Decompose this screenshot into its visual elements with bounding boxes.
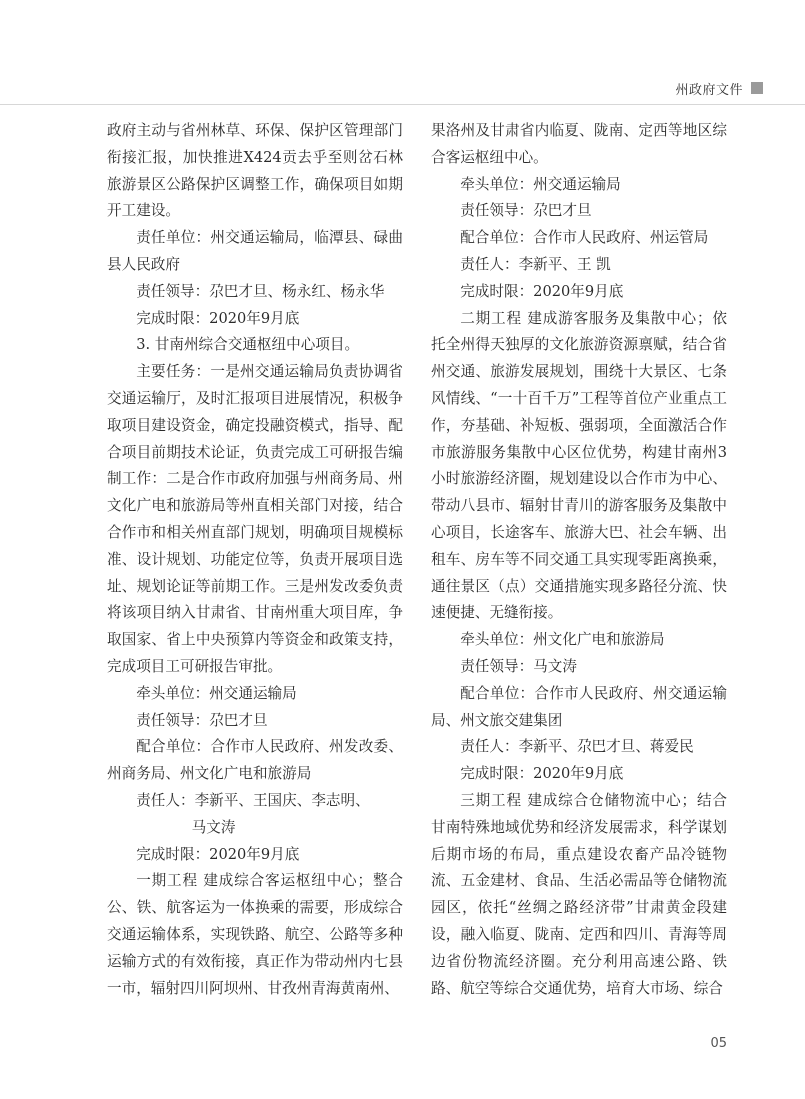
page-number: 05 bbox=[710, 1036, 727, 1051]
header-divider bbox=[0, 104, 805, 105]
paragraph: 完成时限：2020年9月底 bbox=[460, 765, 624, 783]
paragraph: 完成时限：2020年9月底 bbox=[136, 845, 300, 863]
paragraph: 配合单位：合作市人民政府、州发改委、州商务局、州文化广电和旅游局 bbox=[107, 738, 403, 783]
paragraph: 完成时限：2020年9月底 bbox=[460, 282, 624, 300]
running-header bbox=[675, 78, 763, 98]
section-title: 州政府文件 bbox=[675, 82, 743, 98]
paragraph: 果洛州及甘肃省内临夏、陇南、定西等地区综合客运枢纽中心。 bbox=[431, 122, 727, 166]
paragraph: 牵头单位：州交通运输局 bbox=[136, 684, 297, 702]
left-column bbox=[107, 118, 403, 1002]
paragraph: 马文涛 bbox=[191, 818, 236, 836]
paragraph: 配合单位：合作市人民政府、州交通运输局、州文旅交建集团 bbox=[431, 684, 727, 729]
paragraph: 责任领导：尕巴才旦、杨永红、杨永华 bbox=[136, 282, 385, 300]
paragraph: 责任人：李新平、王国庆、李志明、 bbox=[136, 791, 370, 809]
paragraph: 一期工程 建成综合客运枢纽中心；整合公、铁、航客运为一体换乘的需要，形成综合交通运输体系，实现铁路、航空、公路等多种运输方式的有效衔接，真正作为带动州内七县一市，辐射四川阿坝州、甘孜州青海黄南州、 bbox=[107, 872, 403, 997]
paragraph: 责任单位：州交通运输局，临潭县、碌曲县人民政府 bbox=[107, 229, 403, 273]
paragraph: 责任领导：尕巴才旦 bbox=[136, 711, 268, 729]
paragraph: 政府主动与省州林草、环保、保护区管理部门衔接汇报，加快推进X424贡去乎至则岔石林旅游景区公路保护区调整工作，确保项目如期开工建设。 bbox=[107, 122, 403, 220]
paragraph: 三期工程 建成综合仓储物流中心；结合甘南特殊地域优势和经济发展需求，科学谋划后期市场的布局，重点建设农畜产品冷链物流、五金建材、食品、生活必需品等仓储物流园区，依托“丝绸之路经济带”甘肃黄金段建设，融入临夏、陇南、定西和四川、青海等周边省份物流经济圈。充分利用高速公路、铁路、航空等综合交通优势，培育大市场、综合 bbox=[431, 791, 727, 997]
paragraph: 牵头单位：州交通运输局 bbox=[460, 175, 621, 193]
paragraph: 二期工程 建成游客服务及集散中心；依托全州得天独厚的文化旅游资源禀赋，结合省州交通、旅游发展规划，围绕十大景区、七条风情线、“一十百千万”工程等首位产业重点工作，夯基础、补短板、强弱项，全面激活合作市旅游服务集散中心区位优势，构建甘南州3小时旅游经济圈，规划建设以合作市为中心、带动八县市、辐射甘青川的游客服务及集散中心项目，长途客车、旅游大巴、社会车辆、出租车、房车等不同交通工具实现零距离换乘，通往景区（点）交通措施实现多路径分流、快速便捷、无缝衔接。 bbox=[431, 309, 727, 622]
paragraph: 3. 甘南州综合交通枢纽中心项目。 bbox=[136, 336, 360, 354]
paragraph: 责任人：李新平、王 凯 bbox=[460, 255, 611, 273]
paragraph: 责任领导：马文涛 bbox=[460, 657, 577, 675]
paragraph: 责任领导：尕巴才旦 bbox=[460, 202, 592, 220]
paragraph: 配合单位：合作市人民政府、州运管局 bbox=[460, 229, 709, 247]
paragraph: 完成时限：2020年9月底 bbox=[136, 309, 300, 327]
header-marker-square bbox=[751, 82, 763, 94]
paragraph: 牵头单位：州文化广电和旅游局 bbox=[460, 631, 665, 649]
right-column bbox=[431, 118, 727, 1002]
paragraph: 主要任务：一是州交通运输局负责协调省交通运输厅，及时汇报项目进展情况，积极争取项目建设资金，确定投融资模式，指导、配合项目前期技术论证，负责完成工可研报告编制工作：二是合作市政府加强与州商务局、州文化广电和旅游局等州直相关部门对接，结合合作市和相关州直部门规划，明确项目规模标准、设计规划、功能定位等，负责开展项目选址、规划论证等前期工作。三是州发改委负责将该项目纳入甘肃省、甘南州重大项目库，争取国家、省上中央预算内等资金和政策支持，完成项目工可研报告审批。 bbox=[107, 363, 403, 675]
paragraph: 责任人：李新平、尕巴才旦、蒋爱民 bbox=[460, 738, 694, 756]
